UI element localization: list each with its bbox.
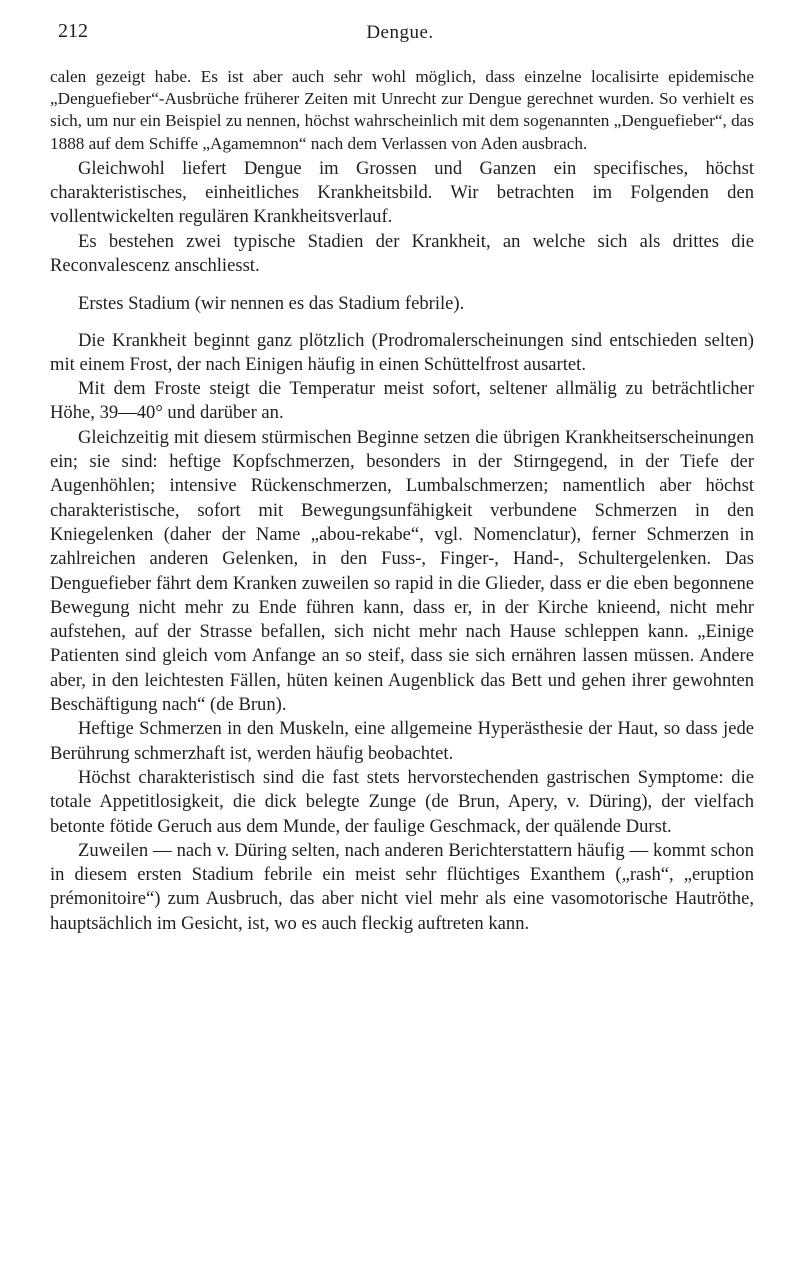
paragraph: Höchst charakteristisch sind die fast stets hervorstechenden gastrischen Symptome: die totale Appetitlosigkeit, die dick belegte Zunge (de Brun, Apery, v. Düring), der vielfach betonte fötide Geruch aus dem Munde, der faulige Geschmack, der quälende Durst. xyxy=(50,766,754,837)
page-number: 212 xyxy=(58,20,88,42)
paragraph: Gleichzeitig mit diesem stürmischen Beginne setzen die übrigen Krankheitserscheinungen ein; sie sind: heftige Kopfschmerzen, besonders in der Stirngegend, in der Tiefe der Augenhöhlen; intensive Rückenschmerzen, Lumbalschmerzen; namentlich aber höchst charakteristische, sofort mit Bewegungsunfähigkeit verbundene Schmerzen in den Kniegelenken (daher der Name „abou-rekabe“, vgl. Nomenclatur), ferner Schmerzen in zahlreichen anderen Gelenken, in den Fuss-, Finger-, Hand-, Schultergelenken. Das Denguefieber fährt dem Kranken zuweilen so rapid in die Glieder, dass er die eben begonnene Bewegung nicht mehr zu Ende führen kann, dass er, in der Kirche knieend, nicht mehr aufstehen, auf der Strasse befallen, sich nicht mehr nach Hause schleppen kann. „Einige Patienten sind gleich vom Anfange an so steif, dass sie sich ernähren lassen müssen. Andere aber, in den leichtesten Fällen, hüten keinen Augenblick das Bett und gehen ihrer gewohnten Beschäftigung nach“ (de Brun). xyxy=(50,426,754,716)
paragraph: Gleichwohl liefert Dengue im Grossen und Ganzen ein specifisches, höchst charakteristisches, einheitliches Krankheitsbild. Wir betrachten im Folgenden den vollentwickelten regulären Krankheitsverlauf. xyxy=(50,157,754,228)
running-head: Dengue. xyxy=(366,22,434,43)
paragraph: calen gezeigt habe. Es ist aber auch sehr wohl möglich, dass einzelne localisirte epidemische „Denguefieber“-Ausbrüche früherer Zeiten mit Unrecht zur Dengue gerechnet wurden. So verhielt es sich, um nur ein Beispiel zu nennen, höchst wahrscheinlich mit dem sogenannten „Denguefieber“, das 1888 auf dem Schiffe „Agamemnon“ nach dem Verlassen von Aden ausbrach. xyxy=(50,67,754,153)
page-header xyxy=(58,20,742,50)
paragraph: Zuweilen — nach v. Düring selten, nach anderen Berichterstattern häufig — kommt schon in diesem ersten Stadium febrile ein meist sehr flüchtiges Exanthem („rash“, „eruption prémonitoire“) zum Ausbruch, das aber nicht viel mehr als eine vasomotorische Hautröthe, hauptsächlich im Gesicht, ist, wo es auch fleckig auftreten kann. xyxy=(50,839,754,934)
section-heading: Erstes Stadium (wir nennen es das Stadium febrile). xyxy=(78,293,465,315)
paragraph: Es bestehen zwei typische Stadien der Krankheit, an welche sich als drittes die Reconvalescenz anschliesst. xyxy=(50,230,754,276)
paragraph: Heftige Schmerzen in den Muskeln, eine allgemeine Hyperästhesie der Haut, so dass jede Berührung schmerzhaft ist, werden häufig beobachtet. xyxy=(50,718,754,764)
paragraph: Die Krankheit beginnt ganz plötzlich (Prodromalerscheinungen sind entschieden selten) mit einem Frost, der nach Einigen häufig in einen Schüttelfrost ausartet. xyxy=(50,329,754,375)
page-body xyxy=(50,66,754,936)
paragraph: Mit dem Froste steigt die Temperatur meist sofort, seltener allmälig zu beträchtlicher Höhe, 39—40° und darüber an. xyxy=(50,378,754,424)
